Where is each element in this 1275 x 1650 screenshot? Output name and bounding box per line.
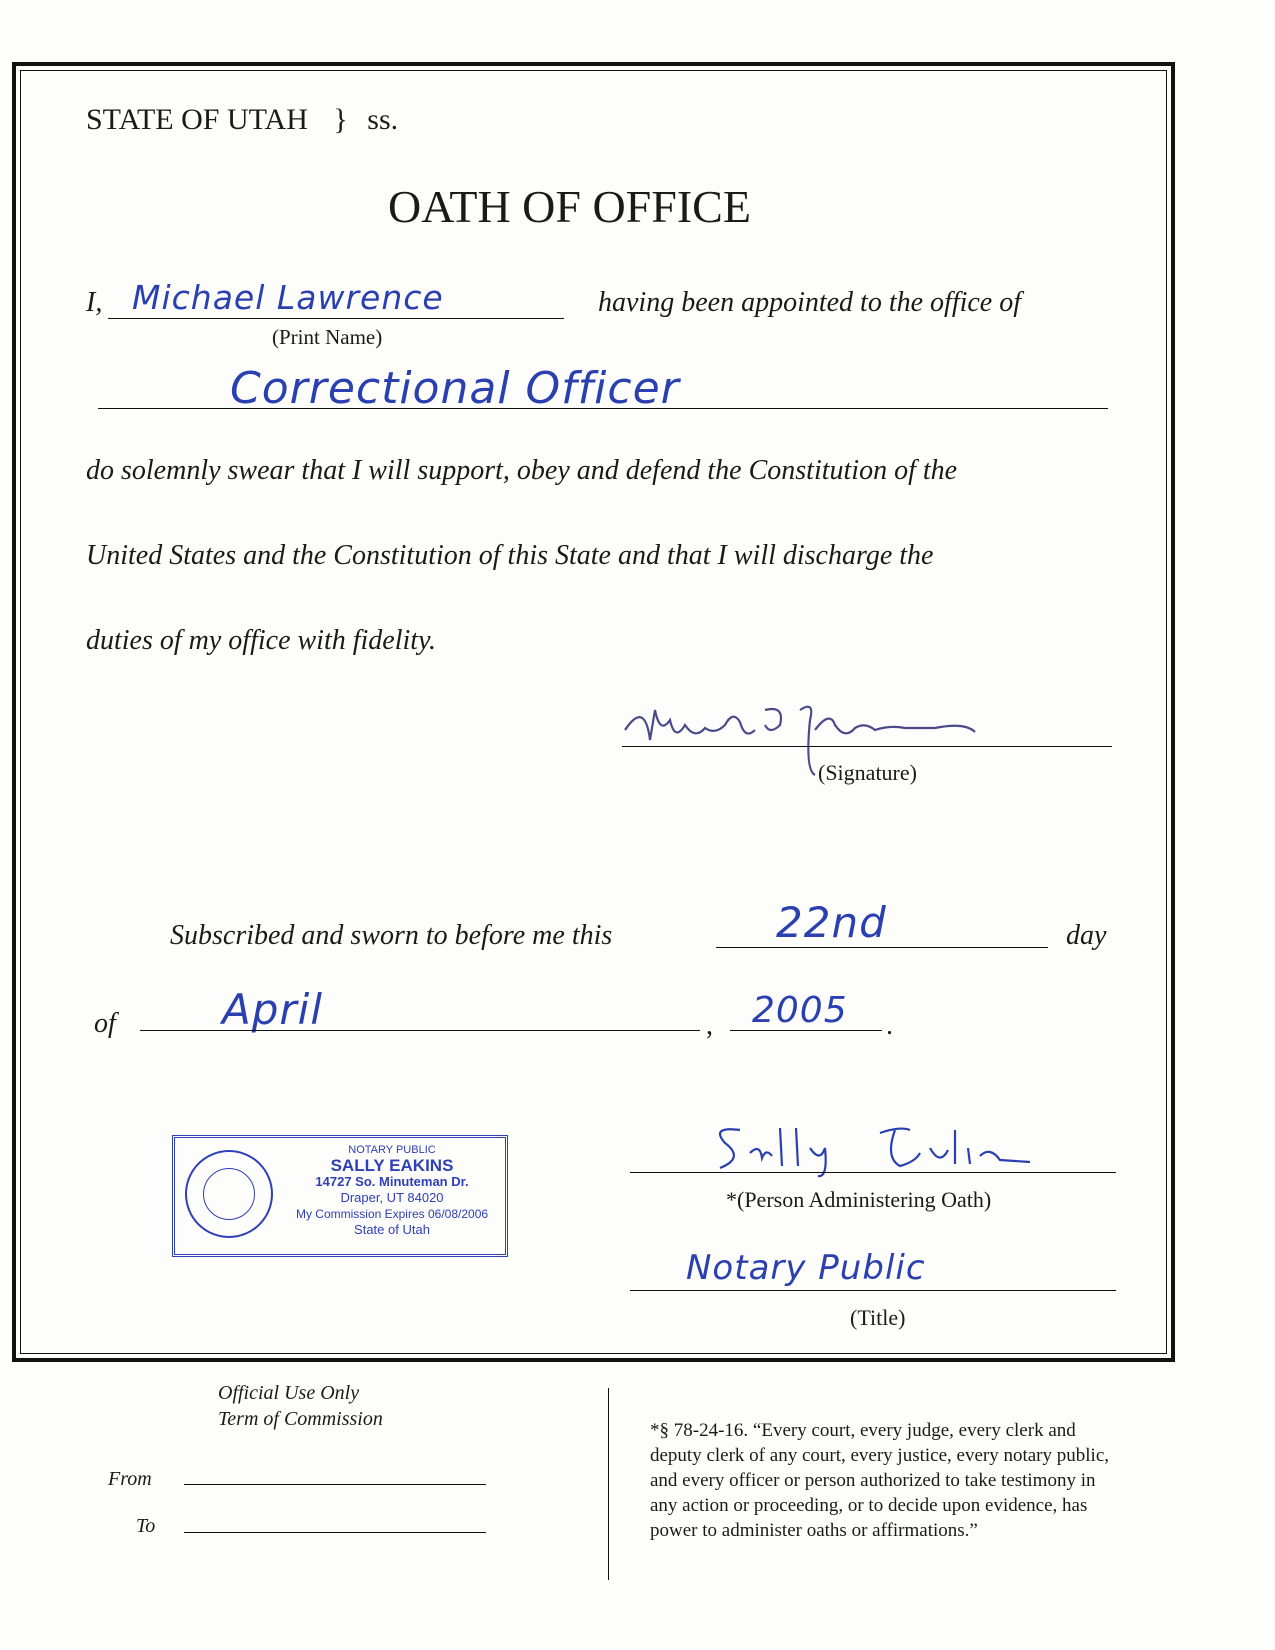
intro-i: I, (86, 287, 103, 318)
administrator-signature (700, 1118, 1080, 1178)
statute-line-1: *§ 78-24-16. “Every court, every judge, every clerk and (650, 1420, 1076, 1441)
statute-line-4: any action or proceeding, or to decide upon evidence, has (650, 1495, 1088, 1516)
print-name-label: (Print Name) (272, 325, 383, 349)
statute-line-2: deputy clerk of any court, every justice, every notary public, (650, 1445, 1109, 1466)
column-divider (608, 1388, 609, 1580)
oath-text-line-1: do solemnly swear that I will support, obey and defend the Constitution of the (86, 455, 958, 486)
stamp-line-4: Draper, UT 84020 (340, 1190, 444, 1205)
office-value: Correctional Officer (230, 363, 680, 414)
office-line (98, 408, 1108, 409)
stamp-line-6: State of Utah (354, 1222, 430, 1237)
day-value: 22nd (776, 898, 887, 947)
stamp-line-2: SALLY EAKINS (330, 1156, 454, 1175)
title-value: Notary Public (686, 1248, 926, 1288)
statute-text (650, 1418, 1109, 1543)
stamp-line-5: My Commission Expires 06/08/2006 (295, 1207, 489, 1221)
print-name-value: Michael Lawrence (132, 278, 444, 317)
to-line (184, 1532, 486, 1533)
administrator-label: *(Person Administering Oath) (726, 1187, 992, 1212)
appointed-text: having been appointed to the office of (598, 287, 1022, 318)
print-name-line (108, 318, 564, 319)
month-line (140, 1030, 700, 1031)
day-word: day (1066, 920, 1107, 951)
title-line (630, 1290, 1116, 1291)
statute-line-5: power to administer oaths or affirmations.” (650, 1520, 978, 1541)
administrator-line (630, 1172, 1116, 1173)
statute-line-3: and every officer or person authorized to take testimony in (650, 1470, 1096, 1491)
state-heading (86, 103, 398, 137)
document-title: OATH OF OFFICE (388, 181, 751, 232)
signature-line (622, 746, 1112, 747)
oath-text-line-2: United States and the Constitution of this State and that I will discharge the (86, 540, 934, 571)
day-line (716, 947, 1048, 948)
stamp-line-3: 14727 So. Minuteman Dr. (315, 1174, 469, 1189)
period: . (886, 1010, 893, 1041)
notary-stamp (172, 1135, 508, 1257)
year-value: 2005 (752, 990, 848, 1031)
state-seal-icon (185, 1150, 273, 1238)
stamp-line-1: NOTARY PUBLIC (348, 1144, 436, 1156)
year-line (730, 1030, 882, 1031)
ss-abbrev: ss. (367, 103, 399, 136)
oath-text-line-3: duties of my office with fidelity. (86, 625, 436, 656)
signature (615, 680, 1015, 780)
from-line (184, 1484, 486, 1485)
to-label: To (136, 1515, 156, 1537)
comma: , (706, 1010, 713, 1041)
official-use-heading: Official Use Only (218, 1382, 360, 1404)
title-label: (Title) (850, 1305, 906, 1330)
from-label: From (108, 1468, 152, 1490)
of-word: of (94, 1008, 116, 1039)
brace: } (333, 103, 348, 136)
signature-label: (Signature) (818, 760, 917, 785)
subscribed-text: Subscribed and sworn to before me this (170, 920, 613, 951)
state-name: STATE OF UTAH (86, 103, 308, 136)
month-value: April (222, 985, 323, 1034)
term-heading: Term of Commission (218, 1408, 383, 1430)
